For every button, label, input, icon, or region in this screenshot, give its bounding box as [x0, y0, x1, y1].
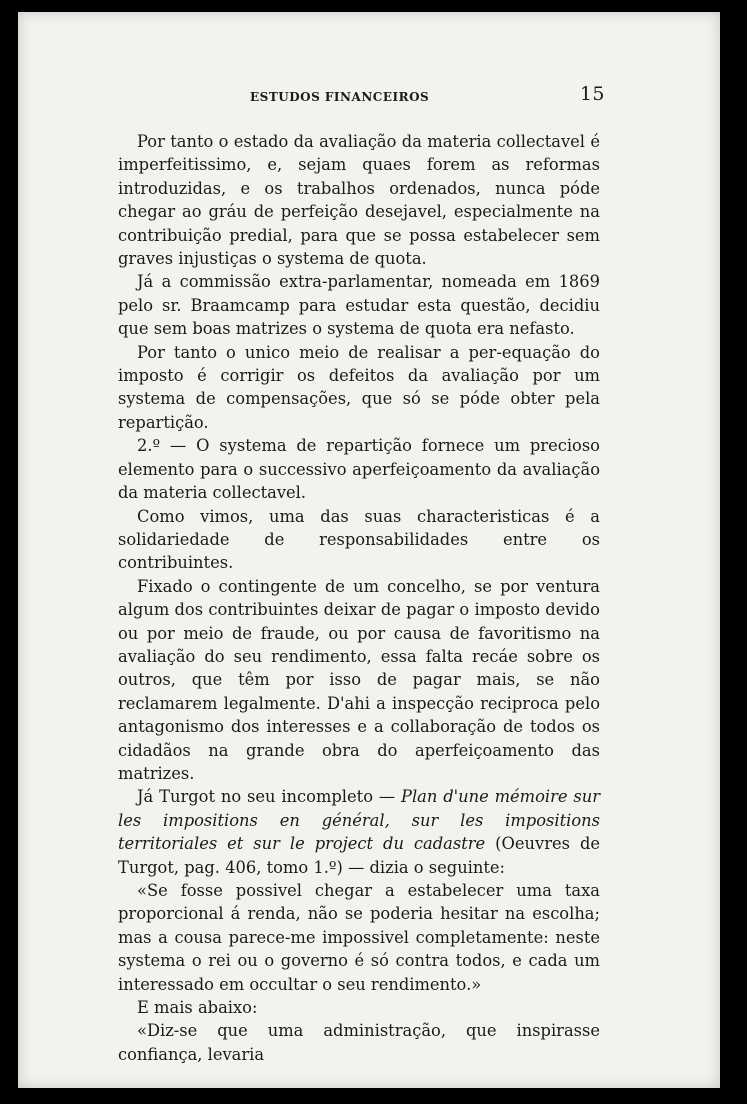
- paragraph: Por tanto o unico meio de realisar a per-equação do imposto é corrigir os defeitos da avaliação por um systema de compensações, que só se póde obter pela repartição.: [118, 342, 600, 432]
- paragraph: Como vimos, uma das suas characteristicas é a solidariedade de responsabilidades entre os contribuintes.: [118, 506, 600, 573]
- paragraph: Por tanto o estado da avaliação da materia collectavel é imperfeitissimo, e, sejam quaes forem as reformas introduzidas, e os trabalhos ordenados, nunca póde chegar ao gráu de perfeição desejavel, especialmente na contribuição predial, para que se possa estabelecer sem graves injustiças o systema de quota.: [118, 132, 600, 269]
- scan-border: [720, 0, 747, 1104]
- turgot-work-title: Plan d'une mémoire sur les impositions en général, sur les impositions territoriales et sur le project du cadastre: [118, 787, 601, 854]
- page-number: 15: [579, 83, 605, 105]
- running-head: ESTUDOS FINANCEIROS: [250, 90, 430, 104]
- paragraph: Fixado o contingente de um concelho, se por ventura algum dos contribuintes deixar de pagar o imposto devido ou por meio de fraude, ou por causa de favoritismo na avaliação do seu rendimento, essa falta recáe sobre os outros, que têm por isso de pagar mais, se não reclamarem legalmente. D'ahi a inspecção reciproca pelo antagonismo dos interesses e a collaboração de todos os cidadãos na grande obra do aperfeiçoamento das matrizes.: [118, 576, 600, 783]
- quotation: «Se fosse possivel chegar a estabelecer uma taxa proporcional á renda, não se poderia hesitar na escolha; mas a cousa parece-me impossivel completamente: neste systema o rei ou o governo é só contra todos, e cada um interessado em occultar o seu rendimento.»: [118, 881, 600, 994]
- transition-line: E mais abaixo:: [137, 998, 258, 1018]
- turgot-citation: (Oeuvres de Turgot, pag. 406, tomo 1.º) — dizia o seguinte:: [118, 834, 600, 877]
- turgot-lead: Já Turgot no seu incompleto —: [137, 787, 401, 807]
- body-text: [118, 130, 600, 1066]
- quotation: «Diz-se que uma administração, que inspirasse confiança, levaria: [118, 1021, 600, 1064]
- turgot-paragraph: [118, 785, 600, 879]
- book-page: [18, 12, 720, 1088]
- paragraph: Já a commissão extra-parlamentar, nomeada em 1869 pelo sr. Braamcamp para estudar esta questão, decidiu que sem boas matrizes o systema de quota era nefasto.: [118, 272, 600, 339]
- paragraph: 2.º — O systema de repartição fornece um precioso elemento para o successivo aperfeiçoamento da avaliação da materia collectavel.: [118, 436, 600, 503]
